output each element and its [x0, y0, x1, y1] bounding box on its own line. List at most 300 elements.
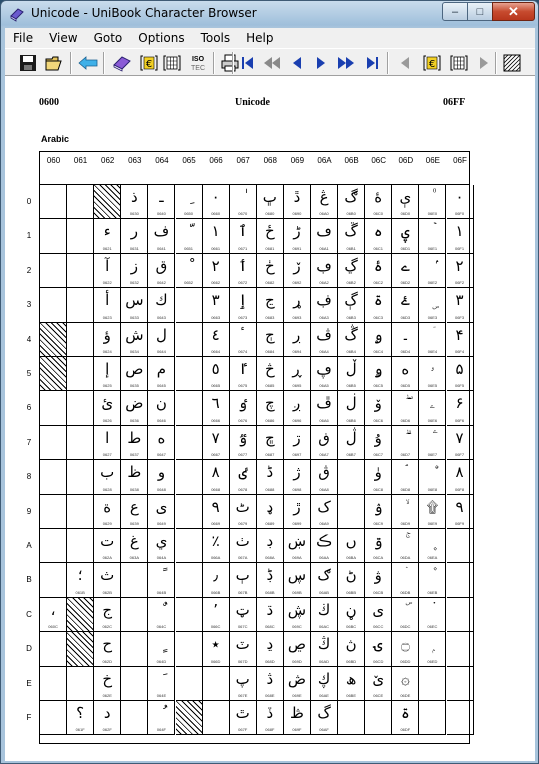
- character-cell[interactable]: [257, 495, 284, 529]
- character-glyph: ٱ: [238, 222, 248, 241]
- character-cell[interactable]: [203, 426, 230, 460]
- character-cell[interactable]: [311, 323, 338, 357]
- character-cell[interactable]: [338, 219, 365, 253]
- character-cell[interactable]: [447, 460, 474, 494]
- character-cell[interactable]: [257, 288, 284, 322]
- last-button[interactable]: [361, 52, 383, 74]
- character-cell[interactable]: [392, 701, 419, 735]
- iso-tec-button[interactable]: [185, 52, 211, 74]
- minimize-button[interactable]: [442, 2, 468, 21]
- character-cell[interactable]: [176, 598, 203, 632]
- character-cell[interactable]: [203, 563, 230, 597]
- character-cell[interactable]: [67, 357, 94, 391]
- character-cell[interactable]: [230, 323, 257, 357]
- character-cell[interactable]: [447, 529, 474, 563]
- character-glyph: ۝: [400, 635, 410, 654]
- character-cell[interactable]: [40, 632, 67, 666]
- character-cell[interactable]: [176, 254, 203, 288]
- character-cell[interactable]: [419, 254, 446, 288]
- character-cell[interactable]: [203, 288, 230, 322]
- character-cell[interactable]: [365, 667, 392, 701]
- character-glyph: ڻ: [345, 566, 357, 585]
- character-cell[interactable]: [148, 667, 175, 701]
- character-cell[interactable]: [447, 701, 474, 735]
- character-cell[interactable]: [284, 701, 311, 735]
- character-cell[interactable]: [392, 391, 419, 425]
- book-button[interactable]: [111, 52, 133, 74]
- character-cell[interactable]: [257, 426, 284, 460]
- character-glyph: ڽ: [345, 635, 357, 654]
- character-cell[interactable]: [94, 357, 121, 391]
- character-cell[interactable]: [67, 426, 94, 460]
- character-cell[interactable]: [419, 219, 446, 253]
- character-cell[interactable]: [257, 632, 284, 666]
- character-cell[interactable]: [40, 529, 67, 563]
- character-cell[interactable]: [447, 323, 474, 357]
- prev-disabled-button[interactable]: [394, 52, 416, 74]
- character-cell[interactable]: [419, 323, 446, 357]
- character-cell[interactable]: [392, 495, 419, 529]
- character-cell[interactable]: [257, 701, 284, 735]
- character-cell[interactable]: [392, 219, 419, 253]
- character-cell[interactable]: [40, 185, 67, 219]
- character-cell[interactable]: [40, 219, 67, 253]
- character-cell[interactable]: [148, 219, 175, 253]
- character-cell[interactable]: [148, 495, 175, 529]
- character-cell[interactable]: [94, 667, 121, 701]
- character-cell[interactable]: [148, 185, 175, 219]
- character-cell[interactable]: [447, 357, 474, 391]
- character-cell[interactable]: [284, 563, 311, 597]
- character-cell[interactable]: [311, 426, 338, 460]
- character-cell[interactable]: [230, 632, 257, 666]
- character-cell[interactable]: [148, 254, 175, 288]
- character-cell[interactable]: [67, 460, 94, 494]
- character-cell[interactable]: [40, 598, 67, 632]
- character-cell[interactable]: [392, 632, 419, 666]
- character-cell[interactable]: [257, 667, 284, 701]
- character-cell[interactable]: [257, 185, 284, 219]
- character-cell[interactable]: [392, 254, 419, 288]
- character-cell[interactable]: [338, 563, 365, 597]
- character-cell[interactable]: [67, 185, 94, 219]
- character-cell[interactable]: [121, 288, 148, 322]
- character-cell[interactable]: [338, 185, 365, 219]
- character-cell[interactable]: [121, 460, 148, 494]
- character-cell[interactable]: [148, 701, 175, 735]
- character-cell[interactable]: [257, 563, 284, 597]
- character-cell[interactable]: [284, 667, 311, 701]
- character-cell[interactable]: [176, 426, 203, 460]
- character-cell[interactable]: [447, 632, 474, 666]
- character-cell[interactable]: [148, 391, 175, 425]
- character-cell[interactable]: [311, 254, 338, 288]
- character-cell[interactable]: [203, 460, 230, 494]
- character-cell[interactable]: [176, 632, 203, 666]
- character-cell[interactable]: [338, 632, 365, 666]
- column-header: 06C: [371, 156, 387, 165]
- character-cell[interactable]: [365, 495, 392, 529]
- character-cell[interactable]: [176, 357, 203, 391]
- character-cell[interactable]: [419, 495, 446, 529]
- character-cell[interactable]: [121, 529, 148, 563]
- character-cell[interactable]: [203, 667, 230, 701]
- character-cell[interactable]: [338, 598, 365, 632]
- character-cell[interactable]: [176, 495, 203, 529]
- character-cell[interactable]: [121, 357, 148, 391]
- character-cell[interactable]: [365, 460, 392, 494]
- character-cell[interactable]: [311, 219, 338, 253]
- character-cell[interactable]: [311, 632, 338, 666]
- euro-bracket-2-button[interactable]: [421, 52, 443, 74]
- character-cell[interactable]: [392, 667, 419, 701]
- character-cell[interactable]: [365, 323, 392, 357]
- character-cell[interactable]: [94, 632, 121, 666]
- character-cell[interactable]: [176, 529, 203, 563]
- character-cell[interactable]: [40, 426, 67, 460]
- character-cell[interactable]: [338, 391, 365, 425]
- character-cell[interactable]: [257, 219, 284, 253]
- character-cell[interactable]: [94, 323, 121, 357]
- character-cell[interactable]: [338, 288, 365, 322]
- character-cell[interactable]: [365, 288, 392, 322]
- character-cell[interactable]: [94, 495, 121, 529]
- character-cell[interactable]: [311, 288, 338, 322]
- character-glyph: [419, 187, 445, 207]
- character-cell[interactable]: [203, 495, 230, 529]
- character-cell[interactable]: [447, 185, 474, 219]
- character-cell[interactable]: [40, 667, 67, 701]
- character-cell[interactable]: [365, 598, 392, 632]
- character-cell[interactable]: [419, 529, 446, 563]
- character-cell[interactable]: [94, 529, 121, 563]
- character-cell[interactable]: [447, 667, 474, 701]
- character-cell[interactable]: [365, 185, 392, 219]
- character-cell[interactable]: [447, 254, 474, 288]
- character-cell[interactable]: [40, 460, 67, 494]
- menu-options[interactable]: Options: [138, 31, 185, 45]
- character-cell[interactable]: [67, 563, 94, 597]
- character-cell[interactable]: [365, 563, 392, 597]
- next-button[interactable]: [310, 52, 332, 74]
- character-cell[interactable]: [311, 563, 338, 597]
- character-cell[interactable]: [284, 460, 311, 494]
- reserved-cell[interactable]: [176, 701, 203, 735]
- character-cell[interactable]: [392, 460, 419, 494]
- code-point-label: 0697: [292, 452, 302, 458]
- character-cell[interactable]: [94, 563, 121, 597]
- character-cell[interactable]: [40, 288, 67, 322]
- maximize-button[interactable]: [467, 2, 493, 21]
- character-cell[interactable]: [338, 426, 365, 460]
- grid-bracket-button[interactable]: [161, 52, 183, 74]
- character-cell[interactable]: [67, 701, 94, 735]
- next-page-button[interactable]: [335, 52, 357, 74]
- character-cell[interactable]: [148, 426, 175, 460]
- character-cell[interactable]: [365, 254, 392, 288]
- character-cell[interactable]: [203, 701, 230, 735]
- character-cell[interactable]: [67, 495, 94, 529]
- character-cell[interactable]: [311, 667, 338, 701]
- character-cell[interactable]: [40, 701, 67, 735]
- character-cell[interactable]: [176, 219, 203, 253]
- character-cell[interactable]: [311, 460, 338, 494]
- euro-bracket-icon: [140, 54, 158, 72]
- character-cell[interactable]: [338, 529, 365, 563]
- character-cell[interactable]: [447, 391, 474, 425]
- reserved-cell[interactable]: [94, 185, 121, 219]
- character-cell[interactable]: [392, 426, 419, 460]
- character-cell[interactable]: [257, 323, 284, 357]
- character-cell[interactable]: [121, 185, 148, 219]
- first-button[interactable]: [237, 52, 259, 74]
- character-cell[interactable]: [230, 426, 257, 460]
- character-cell[interactable]: [284, 288, 311, 322]
- character-cell[interactable]: [230, 460, 257, 494]
- menu-file[interactable]: File: [13, 31, 34, 45]
- character-cell[interactable]: [230, 667, 257, 701]
- character-cell[interactable]: [121, 667, 148, 701]
- character-cell[interactable]: [284, 254, 311, 288]
- character-cell[interactable]: [257, 357, 284, 391]
- character-cell[interactable]: [94, 254, 121, 288]
- character-cell[interactable]: [67, 391, 94, 425]
- character-cell[interactable]: [67, 529, 94, 563]
- code-point-label: 06F7: [454, 452, 465, 458]
- character-cell[interactable]: [284, 391, 311, 425]
- save-button[interactable]: [17, 52, 39, 74]
- character-cell[interactable]: [419, 357, 446, 391]
- character-cell[interactable]: [230, 701, 257, 735]
- character-cell[interactable]: [419, 460, 446, 494]
- character-cell[interactable]: [121, 495, 148, 529]
- character-cell[interactable]: [311, 701, 338, 735]
- back-button[interactable]: [77, 52, 99, 74]
- character-cell[interactable]: [121, 563, 148, 597]
- character-cell[interactable]: [419, 185, 446, 219]
- character-cell[interactable]: [311, 357, 338, 391]
- character-cell[interactable]: [447, 288, 474, 322]
- character-cell[interactable]: [392, 323, 419, 357]
- character-cell[interactable]: [338, 357, 365, 391]
- character-cell[interactable]: [94, 288, 121, 322]
- character-cell[interactable]: [311, 185, 338, 219]
- character-cell[interactable]: [365, 426, 392, 460]
- character-cell[interactable]: [365, 219, 392, 253]
- character-cell[interactable]: [419, 391, 446, 425]
- character-cell[interactable]: [230, 219, 257, 253]
- character-cell[interactable]: [419, 288, 446, 322]
- character-cell[interactable]: [94, 219, 121, 253]
- hatch-grid-button[interactable]: [501, 52, 523, 74]
- character-cell[interactable]: [365, 357, 392, 391]
- character-cell[interactable]: [203, 391, 230, 425]
- character-cell[interactable]: [419, 426, 446, 460]
- menu-help[interactable]: Help: [246, 31, 274, 45]
- character-cell[interactable]: [392, 529, 419, 563]
- open-button[interactable]: [44, 52, 66, 74]
- character-cell[interactable]: [284, 495, 311, 529]
- character-glyph: ڵ: [345, 360, 357, 378]
- menu-goto[interactable]: Goto: [93, 31, 123, 45]
- character-cell[interactable]: [284, 632, 311, 666]
- reserved-cell[interactable]: [67, 632, 94, 666]
- character-glyph: [148, 565, 174, 585]
- character-cell[interactable]: [67, 288, 94, 322]
- character-cell[interactable]: [230, 598, 257, 632]
- character-cell[interactable]: [311, 598, 338, 632]
- character-cell[interactable]: [176, 460, 203, 494]
- character-cell[interactable]: [338, 701, 365, 735]
- character-cell[interactable]: [338, 667, 365, 701]
- close-button[interactable]: [492, 2, 535, 21]
- character-cell[interactable]: [203, 185, 230, 219]
- character-cell[interactable]: [176, 288, 203, 322]
- character-cell[interactable]: [148, 460, 175, 494]
- character-cell[interactable]: [121, 598, 148, 632]
- character-cell[interactable]: [230, 529, 257, 563]
- character-cell[interactable]: [148, 323, 175, 357]
- character-cell[interactable]: [94, 426, 121, 460]
- character-cell[interactable]: [67, 219, 94, 253]
- character-cell[interactable]: [94, 598, 121, 632]
- character-cell[interactable]: [94, 701, 121, 735]
- character-cell[interactable]: [447, 495, 474, 529]
- character-cell[interactable]: [148, 632, 175, 666]
- character-cell[interactable]: [121, 701, 148, 735]
- character-cell[interactable]: [447, 598, 474, 632]
- character-cell[interactable]: [284, 426, 311, 460]
- character-cell[interactable]: [392, 598, 419, 632]
- character-cell[interactable]: [67, 323, 94, 357]
- character-cell[interactable]: [284, 357, 311, 391]
- character-cell[interactable]: [40, 254, 67, 288]
- character-cell[interactable]: [447, 426, 474, 460]
- character-cell[interactable]: [419, 701, 446, 735]
- character-cell[interactable]: [257, 529, 284, 563]
- character-cell[interactable]: [284, 323, 311, 357]
- character-cell[interactable]: [148, 563, 175, 597]
- character-glyph: ڛ: [287, 566, 307, 585]
- character-cell[interactable]: [121, 391, 148, 425]
- character-cell[interactable]: [230, 254, 257, 288]
- character-cell[interactable]: [230, 563, 257, 597]
- character-cell[interactable]: [365, 529, 392, 563]
- character-cell[interactable]: [257, 254, 284, 288]
- character-glyph: ک: [317, 497, 331, 516]
- character-cell[interactable]: [67, 254, 94, 288]
- character-cell[interactable]: [176, 667, 203, 701]
- next-disabled-button[interactable]: [473, 52, 495, 74]
- character-cell[interactable]: [284, 529, 311, 563]
- character-cell[interactable]: [121, 254, 148, 288]
- reserved-cell[interactable]: [40, 323, 67, 357]
- character-cell[interactable]: [284, 598, 311, 632]
- character-cell[interactable]: [94, 460, 121, 494]
- character-cell[interactable]: [419, 598, 446, 632]
- character-cell[interactable]: [447, 219, 474, 253]
- character-cell[interactable]: [284, 219, 311, 253]
- character-cell[interactable]: [40, 495, 67, 529]
- character-cell[interactable]: [203, 598, 230, 632]
- character-cell[interactable]: [419, 667, 446, 701]
- menu-view[interactable]: View: [49, 31, 78, 45]
- prev-page-icon: [263, 55, 281, 71]
- character-cell[interactable]: [230, 357, 257, 391]
- character-cell[interactable]: [203, 632, 230, 666]
- character-cell[interactable]: [392, 288, 419, 322]
- prev-page-button[interactable]: [261, 52, 283, 74]
- character-cell[interactable]: [121, 219, 148, 253]
- reserved-cell[interactable]: [40, 357, 67, 391]
- character-cell[interactable]: [121, 426, 148, 460]
- character-cell[interactable]: [257, 391, 284, 425]
- character-cell[interactable]: [203, 529, 230, 563]
- prev-button[interactable]: [286, 52, 308, 74]
- character-cell[interactable]: [392, 185, 419, 219]
- character-cell[interactable]: [203, 357, 230, 391]
- character-cell[interactable]: [40, 563, 67, 597]
- character-cell[interactable]: [338, 254, 365, 288]
- character-cell[interactable]: [203, 219, 230, 253]
- character-cell[interactable]: [338, 460, 365, 494]
- character-cell[interactable]: [203, 323, 230, 357]
- character-cell[interactable]: [230, 391, 257, 425]
- character-cell[interactable]: [419, 563, 446, 597]
- character-cell[interactable]: [311, 529, 338, 563]
- character-cell[interactable]: [230, 288, 257, 322]
- character-cell[interactable]: [284, 185, 311, 219]
- character-cell[interactable]: [94, 391, 121, 425]
- character-cell[interactable]: [40, 391, 67, 425]
- euro-bracket-button[interactable]: [138, 52, 160, 74]
- character-cell[interactable]: [365, 701, 392, 735]
- character-cell[interactable]: [176, 391, 203, 425]
- character-cell[interactable]: [148, 529, 175, 563]
- character-cell[interactable]: [447, 563, 474, 597]
- character-cell[interactable]: [257, 460, 284, 494]
- character-cell[interactable]: [176, 563, 203, 597]
- character-cell[interactable]: [230, 185, 257, 219]
- character-cell[interactable]: [203, 254, 230, 288]
- character-glyph: ه: [157, 428, 166, 447]
- character-cell[interactable]: [392, 563, 419, 597]
- character-cell[interactable]: [148, 357, 175, 391]
- grid-bracket-2-button[interactable]: [448, 52, 470, 74]
- character-cell[interactable]: [365, 391, 392, 425]
- character-cell[interactable]: [67, 667, 94, 701]
- character-cell[interactable]: [148, 288, 175, 322]
- character-cell[interactable]: [121, 632, 148, 666]
- character-cell[interactable]: [121, 323, 148, 357]
- character-cell[interactable]: [176, 185, 203, 219]
- character-cell[interactable]: [176, 323, 203, 357]
- character-cell[interactable]: [311, 391, 338, 425]
- character-cell[interactable]: [392, 357, 419, 391]
- character-cell[interactable]: [148, 598, 175, 632]
- character-cell[interactable]: [257, 598, 284, 632]
- code-point-label: 06DA: [400, 555, 411, 561]
- character-cell[interactable]: [230, 495, 257, 529]
- character-cell[interactable]: [419, 632, 446, 666]
- character-cell[interactable]: [365, 632, 392, 666]
- menu-tools[interactable]: Tools: [200, 31, 231, 45]
- character-cell[interactable]: [338, 323, 365, 357]
- code-point-label: 06CD: [373, 658, 384, 664]
- character-cell[interactable]: [338, 495, 365, 529]
- character-cell[interactable]: [311, 495, 338, 529]
- reserved-cell[interactable]: [67, 598, 94, 632]
